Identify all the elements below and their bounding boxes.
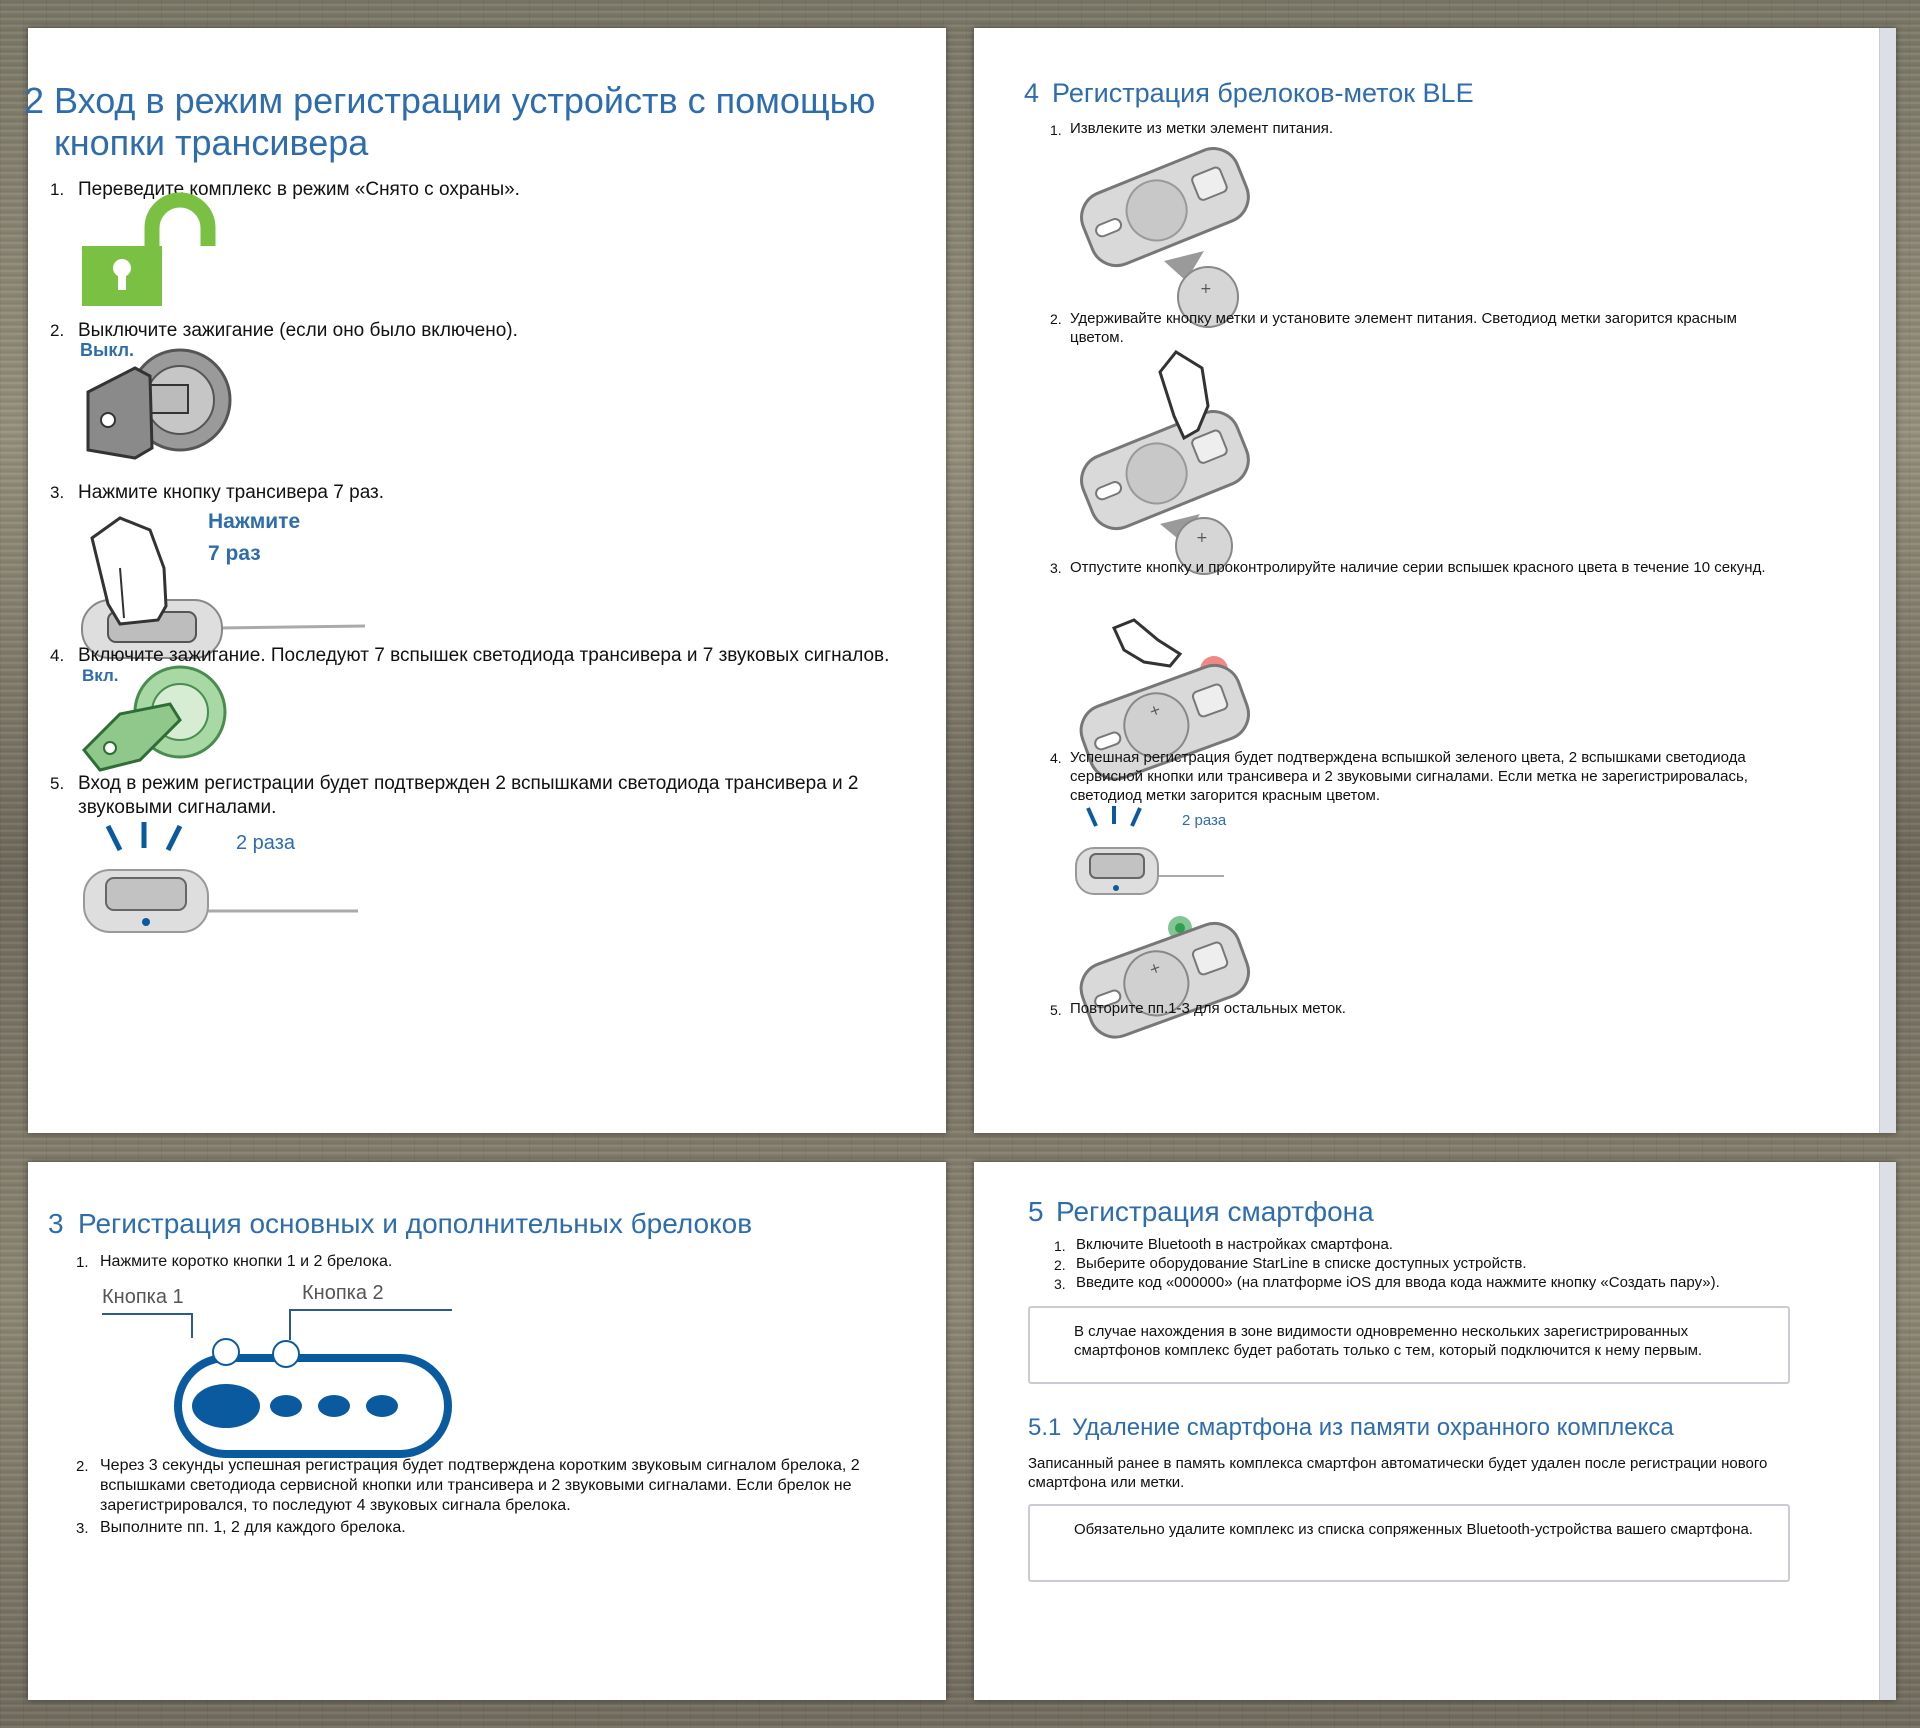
page-scrollbar[interactable] <box>1879 28 1896 1133</box>
step-number: 5. <box>50 774 65 793</box>
step-text: Включите зажигание. Последуют 7 вспышек светодиода трансивера и 7 звуковых сигналов. <box>78 645 890 666</box>
page-title: Регистрация брелоков-меток BLE <box>1052 78 1474 108</box>
step-text: Нажмите коротко кнопки 1 и 2 брелока. <box>100 1253 393 1270</box>
info-note <box>1028 1306 1790 1384</box>
step-number: 1. <box>50 180 65 199</box>
ignition-key-on-icon <box>80 664 220 774</box>
section-number: 4 <box>1024 78 1040 108</box>
subsection-text: Записанный ранее в память комплекса смартфон автоматически будет удален после регистрации нового смартфона или метки. <box>1028 1455 1768 1491</box>
note-text: В случае нахождения в зоне видимости одновременно нескольких зарегистрированных смартфонов комплекс будет работать только с тем, который подключится к нему первым. <box>1074 1323 1703 1359</box>
step-text: Выберите оборудование StarLine в списке доступных устройств. <box>1076 1255 1527 1272</box>
tag-red-led-icon <box>1074 618 1254 768</box>
svg-text:+: + <box>1146 959 1164 979</box>
note-text: Обязательно удалите комплекс из списка сопряженных Bluetooth-устройства вашего смартфона. <box>1074 1521 1753 1538</box>
svg-text:+: + <box>1146 701 1164 721</box>
step-text: Вход в режим регистрации будет подтвержден 2 вспышками светодиода трансивера и 2 звуковыми сигналами. <box>78 773 859 818</box>
page-keyfob-registration <box>28 1162 946 1700</box>
section-number: 2 <box>24 80 45 121</box>
button2-label: Кнопка 2 <box>302 1282 384 1304</box>
fob-button-3 <box>318 1395 350 1417</box>
step-number: 2. <box>76 1458 89 1475</box>
step-number: 2. <box>1054 1257 1066 1273</box>
ignition-key-off-icon <box>80 340 220 480</box>
step-number: 1. <box>1054 1238 1066 1254</box>
title-line-2: кнопки трансивера <box>54 122 369 163</box>
page-transceiver-registration <box>24 28 946 1133</box>
unlocked-padlock-icon <box>80 198 220 313</box>
page-smartphone-registration <box>974 1162 1896 1700</box>
page-ble-tag-registration <box>974 28 1896 1133</box>
page-title <box>54 80 875 164</box>
tag-hold-button-icon <box>1074 346 1254 576</box>
subsection-number: 5.1 <box>1028 1414 1062 1441</box>
svg-text:+: + <box>1196 530 1208 546</box>
section-number: 5 <box>1028 1196 1044 1227</box>
ignition-on-label: Вкл. <box>82 666 119 685</box>
step-number: 2. <box>1050 311 1062 327</box>
fob-button-4 <box>366 1395 398 1417</box>
step-text: Введите код «000000» (на платформе iOS для ввода кода нажмите кнопку «Создать пару»). <box>1076 1274 1720 1291</box>
step-text: Включите Bluetooth в настройках смартфона. <box>1076 1236 1393 1253</box>
button1-label: Кнопка 1 <box>102 1286 184 1308</box>
step-text: Удерживайте кнопку метки и установите элемент питания. Светодиод метки загорится красным цветом. <box>1070 310 1737 346</box>
step-text: Извлеките из метки элемент питания. <box>1070 120 1333 137</box>
fob-button-1 <box>192 1384 260 1428</box>
step-text: Нажмите кнопку трансивера 7 раз. <box>78 482 385 503</box>
keyfob-buttons-diagram <box>102 1312 462 1462</box>
press-label-line2: 7 раз <box>208 542 261 565</box>
step-number: 4. <box>1050 750 1062 766</box>
twice-label: 2 раза <box>1182 812 1227 829</box>
fob-button-2 <box>270 1395 302 1417</box>
step-number: 3. <box>76 1520 89 1537</box>
step-text: Успешная регистрация будет подтверждена вспышкой зеленого цвета, 2 вспышками светодиода сервисной кнопки или трансивера и 2 звуковыми сигналами. Если метка не зарегистрировалась, светодиод метки загорится красным цветом. <box>1070 749 1748 804</box>
svg-text:+: + <box>1200 281 1212 297</box>
step-text: Выполните пп. 1, 2 для каждого брелока. <box>100 1519 406 1536</box>
warning-note <box>1028 1504 1790 1582</box>
step-number: 1. <box>1050 122 1062 138</box>
step-number: 4. <box>50 646 65 665</box>
transceiver-led-blink-icon <box>82 818 372 948</box>
step-number: 1. <box>76 1254 89 1271</box>
step-text: Переведите комплекс в режим «Снято с охраны». <box>78 179 520 200</box>
section-number: 3 <box>48 1208 64 1239</box>
step-text: Выключите зажигание (если оно было включено). <box>78 320 518 341</box>
transceiver-led-blink-icon <box>1074 802 1234 902</box>
page-scrollbar[interactable] <box>1879 1162 1896 1700</box>
twice-label: 2 раза <box>236 832 295 854</box>
step-number: 3. <box>50 483 65 502</box>
step-number: 3. <box>1050 560 1062 576</box>
step-number: 5. <box>1050 1002 1062 1018</box>
page-title: Регистрация основных и дополнительных брелоков <box>78 1208 753 1239</box>
page-title: Регистрация смартфона <box>1056 1196 1374 1227</box>
step-number: 3. <box>1054 1276 1066 1292</box>
ignition-off-label: Выкл. <box>80 340 135 360</box>
step-text: Отпустите кнопку и проконтролируйте наличие серии вспышек красного цвета в течение 10 секунд. <box>1070 559 1766 576</box>
press-label-line1: Нажмите <box>208 510 301 533</box>
step-number: 2. <box>50 321 65 340</box>
step-text: Повторите пп.1-3 для остальных меток. <box>1070 1000 1346 1017</box>
title-line-1: Вход в режим регистрации устройств с помощью <box>54 80 876 121</box>
step-text: Через 3 секунды успешная регистрация будет подтверждена коротким звуковым сигналом брелока, 2 вспышками светодиода сервисной кнопки или трансивера и 2 звуковыми сигналами. Если брелок не зарегистрировался, то последуют 4 звуковых сигнала брелока. <box>100 1457 860 1514</box>
tag-battery-remove-icon <box>1074 143 1254 333</box>
subsection-title: Удаление смартфона из памяти охранного комплекса <box>1072 1414 1674 1441</box>
